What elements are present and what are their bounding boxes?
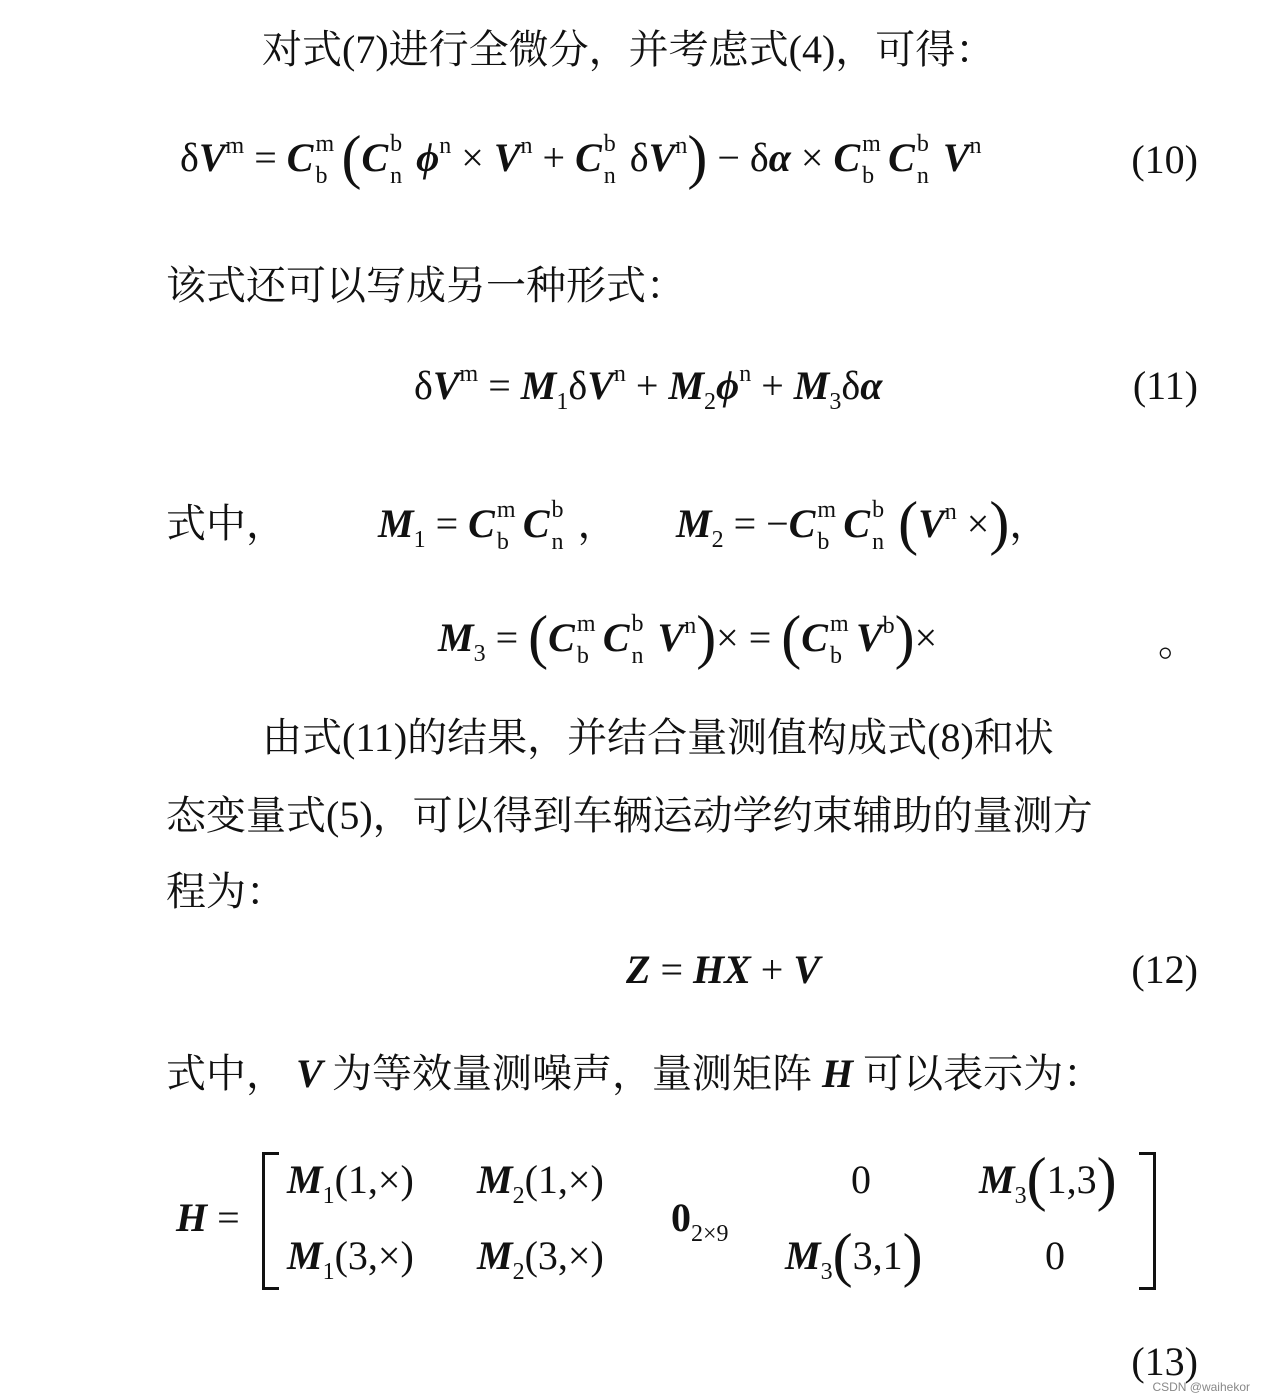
paragraph-text: 该式还可以写成另一种形式： (166, 263, 686, 308)
paragraph-text: 态变量式(5)，可以得到车辆运动学约束辅助的量测方 (166, 793, 1093, 838)
paragraph-text: 由式(11)的结果，并结合量测值构成式(8)和状 (262, 715, 1054, 760)
matrix-cell: $M_3(3,1)$ (785, 1222, 923, 1288)
matrix-h (262, 1146, 1156, 1290)
equation-11: $\delta V^m = M_1\delta V^n + M_2\phi^n + M_3\delta\alpha$ (414, 361, 883, 415)
paragraph-mid: 为等效量测噪声，量测矩阵 (331, 1051, 812, 1096)
period: 。 (1158, 619, 1198, 664)
matrix-cell: $M_2(3,\times)$ (477, 1233, 604, 1285)
matrix-cell: $M_1(1,\times)$ (287, 1157, 414, 1209)
comma: ， (1009, 501, 1050, 546)
watermark: CSDN @waihekor (1152, 1380, 1250, 1394)
paragraph-text: 程为： (166, 869, 286, 914)
equation-12: Z = HX + V (626, 947, 821, 992)
matrix-cell: $M_1(3,\times)$ (287, 1233, 414, 1285)
equation-number: (11) (1132, 363, 1198, 408)
matrix-cell: $M_3(1,3)$ (979, 1146, 1117, 1212)
matrix-cell: 0 (1045, 1233, 1065, 1278)
equation-number: (12) (1131, 947, 1198, 992)
paragraph-text: 式中， V 为等效量测噪声，量测矩阵 H 可以表示为： (166, 1051, 1104, 1096)
equation-number: (10) (1131, 137, 1198, 182)
equation-10: $\delta V^m = C$ m b (C b n $\phi^n \times V^n + C$ b n $\delta V^n) - \delta\alpha \times C$ m b C b n $V^n$ (180, 124, 982, 190)
equation-m3: $M_3 = (C$ m b C b n $V^n)\times = (C$ m b $V^b)\times$ (438, 604, 938, 670)
paragraph-lead: 式中， (166, 1051, 286, 1096)
paragraph-end: 可以表示为： (863, 1051, 1104, 1096)
matrix-zero-block: $0_{2\times 9}$ (671, 1195, 729, 1247)
matrix-cell: $M_2(1,\times)$ (477, 1157, 604, 1209)
equation-m1: $M_1 = C$ m b C b n ， (378, 497, 618, 555)
paragraph-text: 对式(7)进行全微分，并考虑式(4)，可得： (262, 27, 996, 72)
equation-m2: $M_2 = -C$ m b C b n ($V^n$ ×)， (676, 490, 1050, 556)
matrix-lhs: H = (176, 1195, 240, 1240)
paragraph-text: 式中， (166, 501, 286, 546)
equation-number: (13) (1131, 1339, 1198, 1384)
comma: ， (577, 501, 618, 546)
matrix-cell: 0 (851, 1157, 871, 1202)
